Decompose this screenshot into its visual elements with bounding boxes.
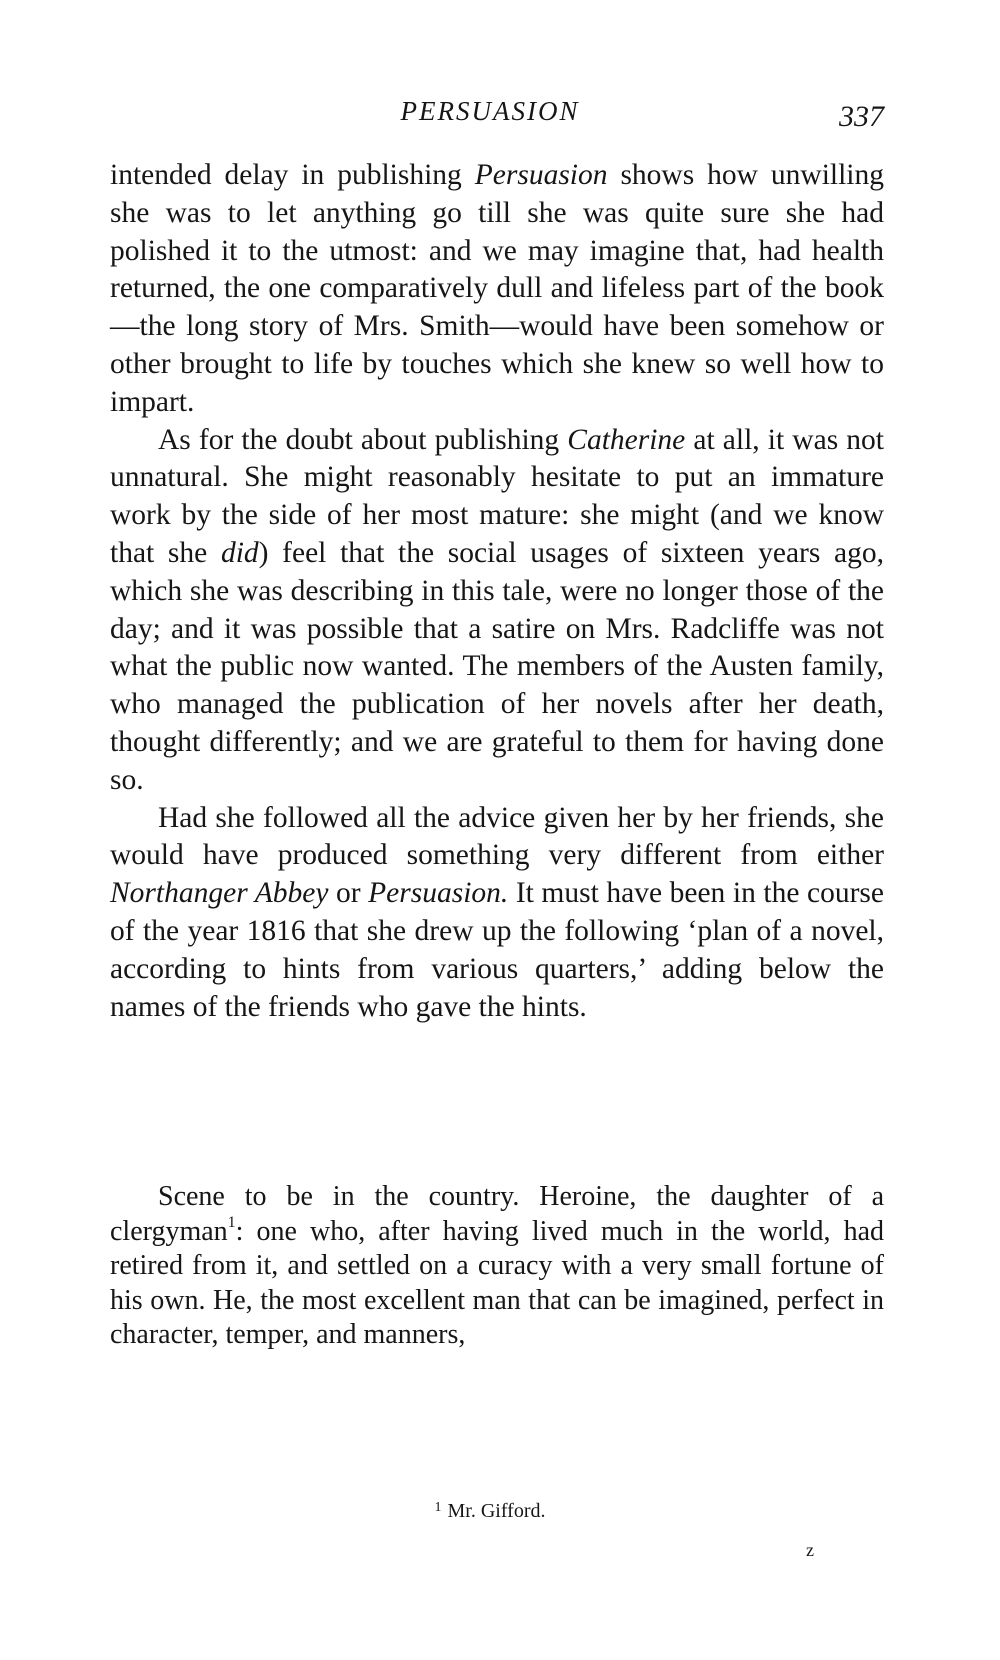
paragraph-2-text-e: ) feel that the social usages of sixteen years ago, which she was describing in this tale, were no longer those of the day; and it was possible that a satire on Mrs. Radcliffe was not what the public now wanted. The members of the Austen family, who managed the publication of her novels after her death, thought differently; and we are grateful to them for having done so. xyxy=(110,536,884,796)
title-catherine: Catherine xyxy=(567,423,686,456)
paragraph-3-text-a: Had she followed all the advice given her by her friends, she would have produced something very different from either xyxy=(110,801,884,872)
footnote-mark: 1 xyxy=(434,1500,442,1515)
title-northanger-abbey: Northanger Abbey xyxy=(110,877,329,910)
paragraph-2 xyxy=(110,422,884,800)
extract-paragraph xyxy=(110,1180,884,1353)
plan-extract xyxy=(110,1180,884,1353)
title-persuasion: Persuasion xyxy=(474,159,608,191)
paragraph-3-text-c: or xyxy=(328,877,369,910)
emphasis-did: did xyxy=(220,536,259,569)
paragraph-2-text-a: As for the doubt about publishing xyxy=(158,423,568,456)
footnote-reference: 1 xyxy=(227,1213,236,1231)
footnote xyxy=(0,1500,990,1523)
running-title: PERSUASION xyxy=(400,96,580,126)
paragraph-1-text-a: intended delay in publishing xyxy=(110,159,475,191)
title-persuasion-2: Persuasion. xyxy=(368,877,509,910)
page-number: 337 xyxy=(839,100,884,133)
main-text xyxy=(110,157,884,1026)
signature-mark: z xyxy=(806,1540,814,1560)
paragraph-1 xyxy=(110,157,884,422)
footnote-text: Mr. Gifford. xyxy=(447,1500,546,1522)
paragraph-3-text-e: It must have been in the course of the year 1816 that she drew up the following ‘plan of a novel, according to hints from various quarters,’ adding below the names of the friends who gave the hints. xyxy=(110,877,884,1023)
extract-text-a: Scene to be in the country. Heroine, the daughter of a clergyman xyxy=(110,1181,884,1247)
paragraph-1-text-c: shows how unwilling she was to let anything go till she was quite sure she had polished it to the utmost: and we may imagine that, had health returned, the one comparatively dull and lifeless part of the book—the long story of Mrs. Smith—would have been somehow or other brought to life by touches which she knew so well how to impart. xyxy=(110,159,884,418)
paragraph-3 xyxy=(110,800,884,1027)
extract-text-b: : one who, after having lived much in the world, had retired from it, and settled on a curacy with a very small fortune of his own. He, the most excellent man that can be imagined, perfect in character, temper, and manners, xyxy=(110,1215,884,1351)
page-header xyxy=(0,96,1000,136)
paragraph-2-text-c: at all, it was not unnatural. She might reasonably hesitate to put an immature work by the side of her most mature: she might (and we know that she xyxy=(110,423,884,569)
